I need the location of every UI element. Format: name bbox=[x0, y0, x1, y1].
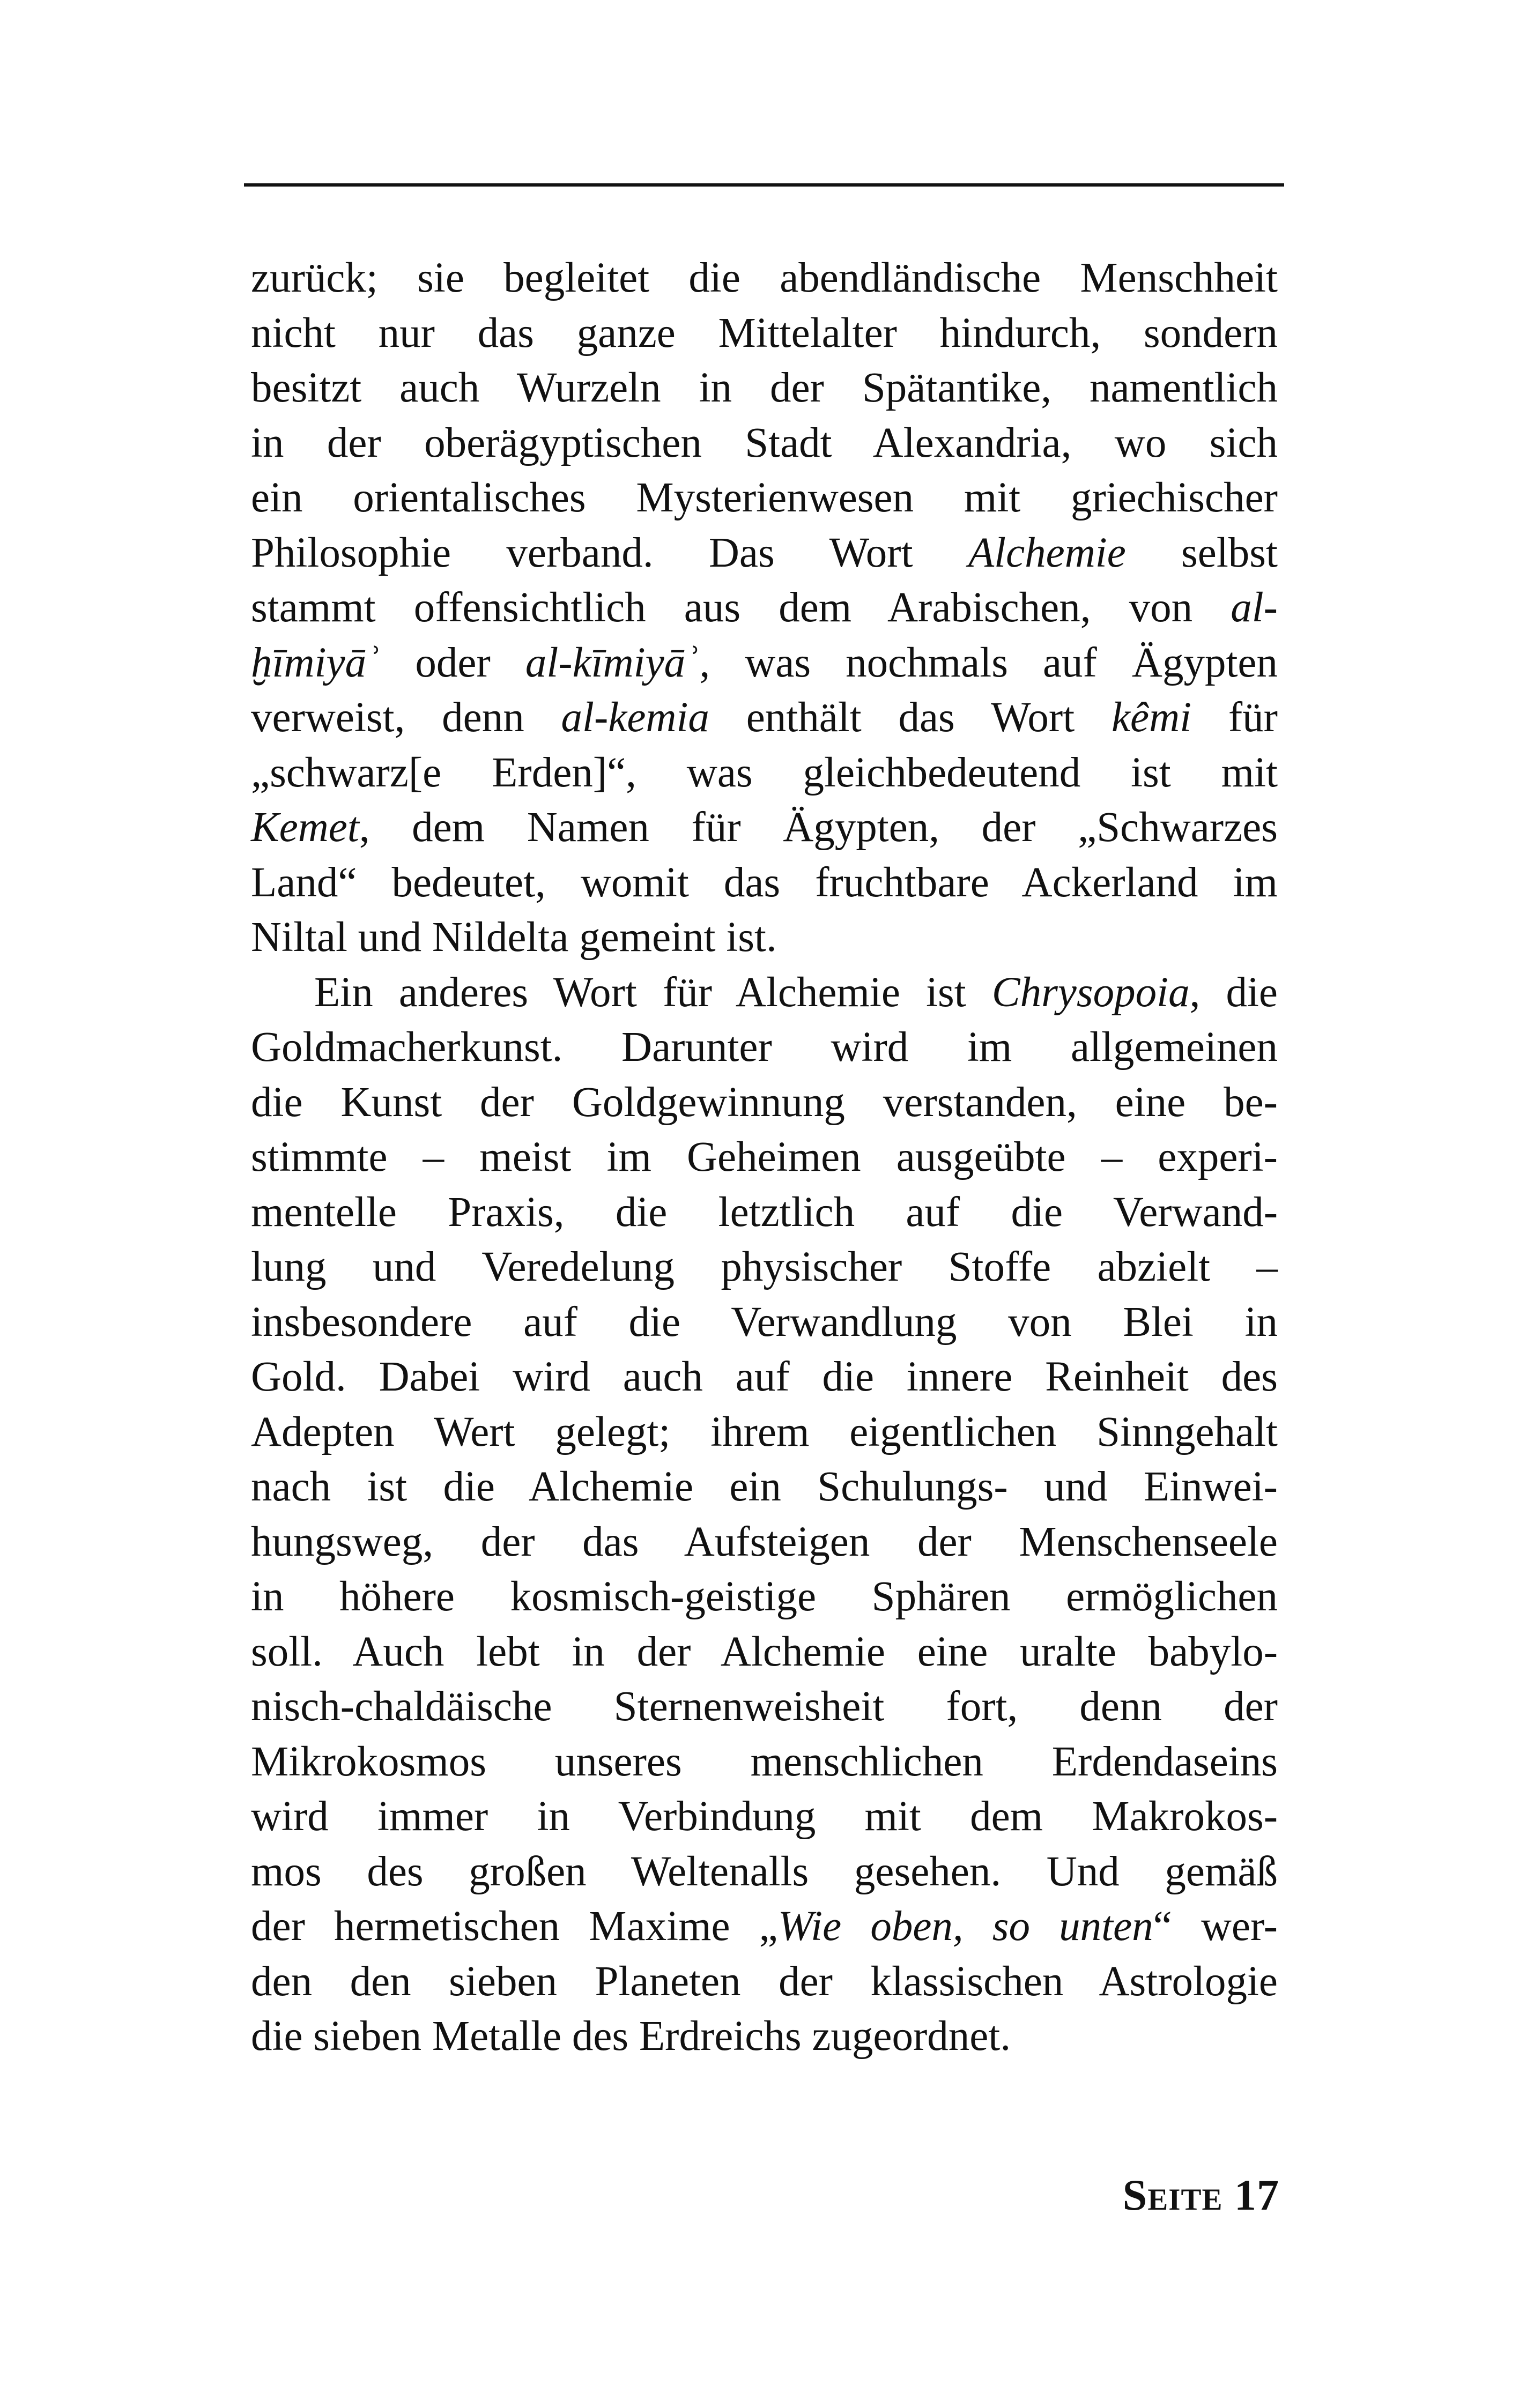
text-line: wird immer in Verbindung mit dem Makrokos- bbox=[251, 1793, 1278, 1840]
text-line: ḫīmiyāʾ oder al-kīmiyāʾ, was nochmals auf Ägypten bbox=[251, 639, 1278, 686]
text-line: ein orientalisches Mysterienwesen mit griechischer bbox=[251, 474, 1278, 521]
header-rule bbox=[244, 183, 1284, 187]
text-line: mentelle Praxis, die letztlich auf die Verwand- bbox=[251, 1188, 1278, 1236]
text-line: stammt offensichtlich aus dem Arabischen, von al- bbox=[251, 584, 1278, 631]
text-line: Philosophie verband. Das Wort Alchemie selbst bbox=[251, 529, 1278, 576]
text-line: hungsweg, der das Aufsteigen der Menschenseele bbox=[251, 1518, 1278, 1565]
text-line: Mikrokosmos unseres menschlichen Erdendaseins bbox=[251, 1738, 1278, 1785]
text-line: „schwarz[e Erden]“, was gleichbedeutend ist mit bbox=[251, 749, 1278, 796]
text-line: den den sieben Planeten der klassischen Astrologie bbox=[251, 1958, 1278, 2005]
text-line: in der oberägyptischen Stadt Alexandria, wo sich bbox=[251, 419, 1278, 466]
text-line: die sieben Metalle des Erdreichs zugeordnet. bbox=[251, 2013, 1011, 2060]
text-line: zurück; sie begleitet die abendländische Menschheit bbox=[251, 255, 1278, 301]
body-text bbox=[251, 251, 1278, 2064]
text-line: Adepten Wert gelegt; ihrem eigentlichen Sinngehalt bbox=[251, 1408, 1278, 1455]
text-line: lung und Veredelung physischer Stoffe abzielt – bbox=[251, 1244, 1278, 1290]
text-line: nisch-chaldäische Sternenweisheit fort, denn der bbox=[251, 1683, 1278, 1730]
text-line: soll. Auch lebt in der Alchemie eine uralte babylo- bbox=[251, 1628, 1278, 1675]
text-line: Kemet, dem Namen für Ägypten, der „Schwarzes bbox=[251, 804, 1278, 851]
text-line: in höhere kosmisch-geistige Sphären ermöglichen bbox=[251, 1573, 1278, 1620]
text-line: insbesondere auf die Verwandlung von Blei in bbox=[251, 1298, 1278, 1346]
text-line: Ein anderes Wort für Alchemie ist Chrysopoia, die bbox=[314, 969, 1278, 1016]
text-line: stimmte – meist im Geheimen ausgeübte – experi- bbox=[251, 1134, 1278, 1180]
text-line: mos des großen Weltenalls gesehen. Und gemäß bbox=[251, 1848, 1278, 1895]
text-line: nach ist die Alchemie ein Schulungs- und Einwei- bbox=[251, 1463, 1278, 1510]
text-line: besitzt auch Wurzeln in der Spätantike, namentlich bbox=[251, 365, 1278, 411]
text-line: verweist, denn al-kemia enthält das Wort kêmi für bbox=[251, 694, 1278, 741]
text-line: der hermetischen Maxime „Wie oben, so unten“ wer- bbox=[251, 1903, 1278, 1950]
text-line: Gold. Dabei wird auch auf die innere Reinheit des bbox=[251, 1354, 1278, 1400]
page-number: Seite 17 bbox=[1122, 2171, 1279, 2219]
text-line: Land“ bedeutet, womit das fruchtbare Ackerland im bbox=[251, 859, 1278, 906]
text-line: Niltal und Nildelta gemeint ist. bbox=[251, 914, 777, 961]
text-line: nicht nur das ganze Mittelalter hindurch, sondern bbox=[251, 309, 1278, 356]
text-line: Goldmacherkunst. Darunter wird im allgemeinen bbox=[251, 1024, 1278, 1071]
text-line: die Kunst der Goldgewinnung verstanden, eine be- bbox=[251, 1079, 1278, 1126]
